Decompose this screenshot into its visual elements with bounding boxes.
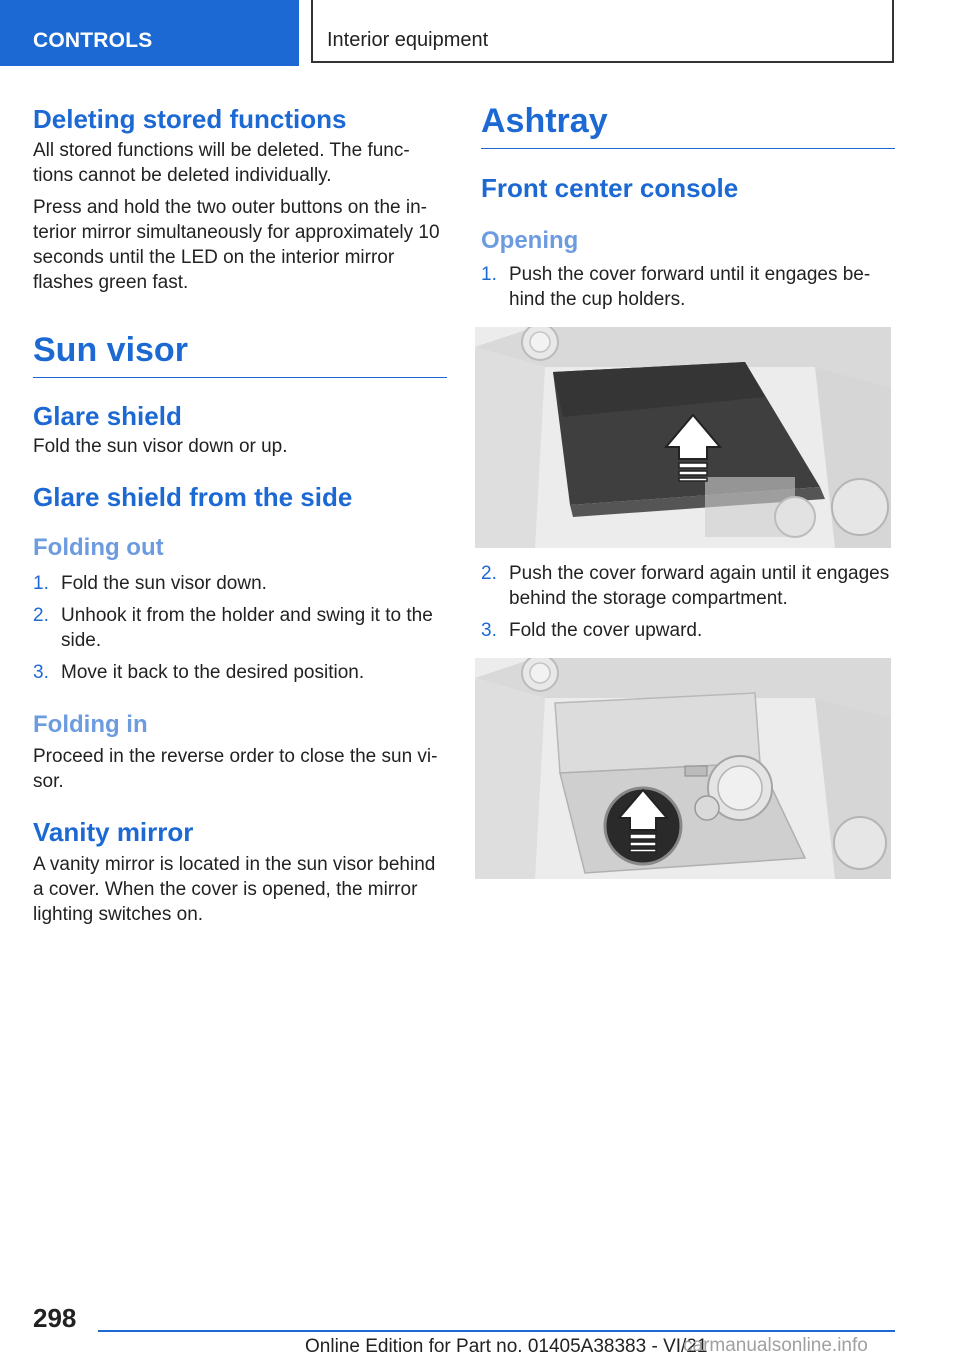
- right-column: [481, 100, 895, 879]
- console-cover-closed-illustration: [475, 327, 891, 548]
- folding-in-text: Proceed in the reverse order to close the sun vi‐sor.: [33, 746, 438, 792]
- step-number: 1.: [33, 573, 49, 594]
- glare-shield-text: Fold the sun visor down or up.: [33, 436, 288, 457]
- page-header: [0, 0, 960, 66]
- console-illustration-1-svg: [475, 327, 891, 548]
- chapter-label: Interior equipment: [327, 29, 489, 51]
- opening-steps-2-3: [481, 561, 895, 643]
- step-number: 3.: [33, 662, 49, 683]
- opening-step-2: [481, 561, 895, 611]
- folding-out-heading: Folding out: [33, 534, 164, 561]
- edition-label: Online Edition for Part no. 01405A38383 - VI/21: [305, 1336, 708, 1357]
- glare-shield-side-heading: Glare shield from the side: [33, 482, 353, 512]
- opening-step-1: [481, 262, 895, 312]
- left-column: [33, 100, 447, 927]
- step-number: 2.: [481, 563, 497, 584]
- ashtray-heading: Ashtray: [481, 102, 895, 149]
- step-text: Push the cover forward until it engages be‐hind the cup holders.: [509, 264, 871, 310]
- section-tab[interactable]: [0, 0, 299, 66]
- watermark: carmanualsonline.info: [683, 1335, 868, 1356]
- step-text: Fold the sun visor down.: [61, 573, 267, 594]
- opening-step-3: [481, 618, 895, 643]
- sun-visor-heading: Sun visor: [33, 331, 447, 378]
- glare-shield-heading: Glare shield: [33, 401, 182, 431]
- chapter-box: [311, 0, 894, 63]
- deleting-stored-functions-heading: Deleting stored functions: [33, 104, 347, 134]
- step-number: 2.: [33, 605, 49, 626]
- vanity-mirror-text: A vanity mirror is located in the sun visor behind a cover. When the cover is opened, the mirror lighting switches on.: [33, 854, 436, 925]
- step-text: Move it back to the desired position.: [61, 662, 365, 683]
- opening-step-1-list: [481, 262, 895, 312]
- console-illustration-2-svg: [475, 658, 891, 879]
- step-text: Fold the cover upward.: [509, 620, 703, 641]
- front-center-console-heading: Front center console: [481, 173, 739, 203]
- section-label: CONTROLS: [33, 29, 153, 52]
- vanity-mirror-heading: Vanity mirror: [33, 817, 194, 847]
- step-text: Unhook it from the holder and swing it to the side.: [61, 605, 433, 651]
- folding-out-steps: [33, 571, 447, 685]
- opening-heading: Opening: [481, 227, 579, 254]
- folding-out-step-3: [33, 660, 447, 685]
- deleting-paragraph-1: All stored functions will be deleted. The func‐tions cannot be deleted individually.: [33, 140, 410, 186]
- folding-out-step-1: [33, 571, 447, 596]
- deleting-paragraph-2: Press and hold the two outer buttons on the in‐terior mirror simultaneously for approximately 10 seconds until the LED on the interior mirror flashes green fast.: [33, 197, 440, 293]
- folding-in-heading: Folding in: [33, 711, 148, 738]
- step-text: Push the cover forward again until it engages behind the storage compartment.: [509, 563, 890, 609]
- console-cover-open-illustration: [475, 658, 891, 879]
- page-number: 298: [33, 1303, 77, 1333]
- step-number: 3.: [481, 620, 497, 641]
- step-number: 1.: [481, 264, 497, 285]
- footer-divider: [98, 1330, 895, 1332]
- folding-out-step-2: [33, 603, 447, 653]
